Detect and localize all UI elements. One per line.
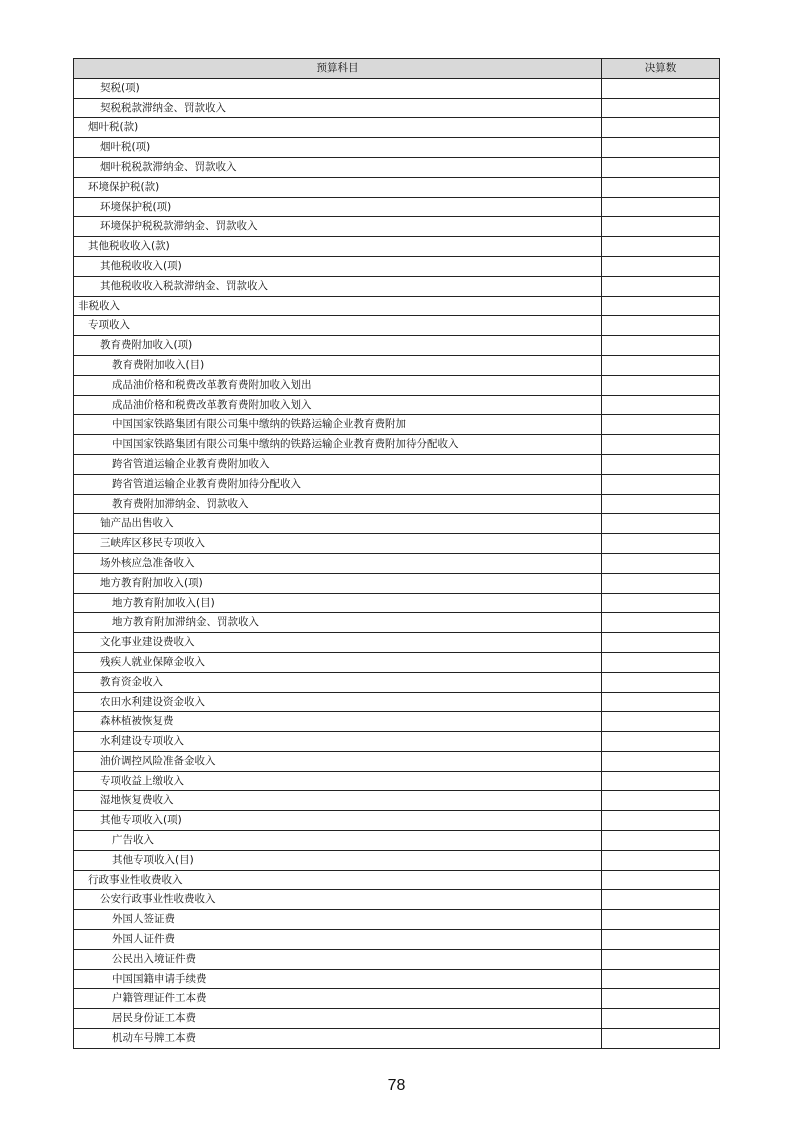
final-amount-cell (602, 514, 720, 534)
table-row (74, 494, 720, 514)
table-row (74, 237, 720, 257)
budget-item-cell: 地方教育附加收入(项) (74, 573, 602, 593)
budget-sheet (73, 58, 719, 1049)
final-amount-cell (602, 138, 720, 158)
final-amount-cell (602, 78, 720, 98)
budget-item-cell: 中国国籍申请手续费 (74, 969, 602, 989)
table-row (74, 732, 720, 752)
budget-item-cell: 其他专项收入(目) (74, 850, 602, 870)
final-amount-cell (602, 217, 720, 237)
budget-item-cell: 外国人签证费 (74, 910, 602, 930)
table-row (74, 118, 720, 138)
table-row (74, 98, 720, 118)
table-row (74, 157, 720, 177)
final-amount-cell (602, 296, 720, 316)
budget-item-cell: 专项收入 (74, 316, 602, 336)
table-row (74, 811, 720, 831)
budget-item-cell: 文化事业建设费收入 (74, 633, 602, 653)
table-row (74, 553, 720, 573)
table-row (74, 336, 720, 356)
table-row (74, 613, 720, 633)
budget-item-cell: 机动车号牌工本费 (74, 1029, 602, 1049)
budget-item-cell: 成品油价格和税费改革教育费附加收入划出 (74, 375, 602, 395)
budget-item-cell: 教育费附加滞纳金、罚款收入 (74, 494, 602, 514)
budget-item-cell: 专项收益上缴收入 (74, 771, 602, 791)
final-amount-cell (602, 732, 720, 752)
table-row (74, 355, 720, 375)
table-row (74, 692, 720, 712)
final-amount-cell (602, 989, 720, 1009)
final-amount-cell (602, 613, 720, 633)
budget-item-cell: 广告收入 (74, 831, 602, 851)
budget-item-cell: 教育费附加收入(项) (74, 336, 602, 356)
budget-item-cell: 公安行政事业性收费收入 (74, 890, 602, 910)
budget-item-cell: 成品油价格和税费改革教育费附加收入划入 (74, 395, 602, 415)
final-amount-cell (602, 593, 720, 613)
budget-item-cell: 地方教育附加滞纳金、罚款收入 (74, 613, 602, 633)
budget-item-cell: 残疾人就业保障金收入 (74, 652, 602, 672)
table-row (74, 1009, 720, 1029)
final-amount-cell (602, 435, 720, 455)
table-row (74, 534, 720, 554)
table-row (74, 969, 720, 989)
table-row (74, 870, 720, 890)
table-row (74, 256, 720, 276)
table-row (74, 672, 720, 692)
final-amount-cell (602, 395, 720, 415)
budget-item-cell: 契税(项) (74, 78, 602, 98)
budget-item-cell: 外国人证件费 (74, 930, 602, 950)
budget-item-cell: 中国国家铁路集团有限公司集中缴纳的铁路运输企业教育费附加待分配收入 (74, 435, 602, 455)
budget-item-cell: 行政事业性收费收入 (74, 870, 602, 890)
budget-item-cell: 其他税收收入(款) (74, 237, 602, 257)
budget-item-cell: 铀产品出售收入 (74, 514, 602, 534)
budget-item-cell: 户籍管理证件工本费 (74, 989, 602, 1009)
budget-item-cell: 烟叶税税款滞纳金、罚款收入 (74, 157, 602, 177)
table-row (74, 197, 720, 217)
final-amount-cell (602, 910, 720, 930)
table-row (74, 751, 720, 771)
table-row (74, 276, 720, 296)
final-amount-cell (602, 771, 720, 791)
final-amount-cell (602, 474, 720, 494)
final-amount-cell (602, 157, 720, 177)
final-amount-cell (602, 415, 720, 435)
budget-table (73, 58, 720, 1049)
final-amount-cell (602, 692, 720, 712)
table-row (74, 712, 720, 732)
final-amount-cell (602, 930, 720, 950)
table-row (74, 910, 720, 930)
budget-item-cell: 中国国家铁路集团有限公司集中缴纳的铁路运输企业教育费附加 (74, 415, 602, 435)
final-amount-cell (602, 375, 720, 395)
table-row (74, 177, 720, 197)
final-amount-cell (602, 336, 720, 356)
header-final-amount: 决算数 (602, 59, 720, 79)
budget-item-cell: 跨省管道运输企业教育费附加收入 (74, 454, 602, 474)
final-amount-cell (602, 454, 720, 474)
final-amount-cell (602, 276, 720, 296)
final-amount-cell (602, 791, 720, 811)
final-amount-cell (602, 850, 720, 870)
table-row (74, 573, 720, 593)
final-amount-cell (602, 890, 720, 910)
budget-item-cell: 农田水利建设资金收入 (74, 692, 602, 712)
table-row (74, 633, 720, 653)
table-row (74, 771, 720, 791)
header-budget-item: 预算科目 (74, 59, 602, 79)
budget-item-cell: 地方教育附加收入(目) (74, 593, 602, 613)
final-amount-cell (602, 534, 720, 554)
budget-item-cell: 烟叶税(项) (74, 138, 602, 158)
table-row (74, 316, 720, 336)
budget-item-cell: 水利建设专项收入 (74, 732, 602, 752)
budget-item-cell: 教育费附加收入(目) (74, 355, 602, 375)
table-body (74, 78, 720, 1048)
table-row (74, 850, 720, 870)
final-amount-cell (602, 870, 720, 890)
table-row (74, 435, 720, 455)
table-row (74, 1029, 720, 1049)
budget-item-cell: 湿地恢复费收入 (74, 791, 602, 811)
budget-item-cell: 其他税收收入税款滞纳金、罚款收入 (74, 276, 602, 296)
budget-item-cell: 其他专项收入(项) (74, 811, 602, 831)
budget-item-cell: 环境保护税(款) (74, 177, 602, 197)
final-amount-cell (602, 197, 720, 217)
table-row (74, 375, 720, 395)
table-row (74, 395, 720, 415)
final-amount-cell (602, 98, 720, 118)
final-amount-cell (602, 672, 720, 692)
budget-item-cell: 其他税收收入(项) (74, 256, 602, 276)
budget-item-cell: 环境保护税(项) (74, 197, 602, 217)
budget-item-cell: 三峡库区移民专项收入 (74, 534, 602, 554)
table-row (74, 415, 720, 435)
table-row (74, 296, 720, 316)
budget-item-cell: 公民出入境证件费 (74, 949, 602, 969)
final-amount-cell (602, 969, 720, 989)
final-amount-cell (602, 494, 720, 514)
table-row (74, 652, 720, 672)
budget-item-cell: 环境保护税税款滞纳金、罚款收入 (74, 217, 602, 237)
table-row (74, 138, 720, 158)
final-amount-cell (602, 751, 720, 771)
final-amount-cell (602, 355, 720, 375)
table-row (74, 831, 720, 851)
budget-item-cell: 教育资金收入 (74, 672, 602, 692)
page-number: 78 (387, 1077, 406, 1094)
budget-item-cell: 跨省管道运输企业教育费附加待分配收入 (74, 474, 602, 494)
final-amount-cell (602, 831, 720, 851)
table-header-row (74, 59, 720, 79)
final-amount-cell (602, 811, 720, 831)
final-amount-cell (602, 553, 720, 573)
table-row (74, 78, 720, 98)
budget-item-cell: 场外核应急准备收入 (74, 553, 602, 573)
budget-item-cell: 油价调控风险准备金收入 (74, 751, 602, 771)
final-amount-cell (602, 949, 720, 969)
final-amount-cell (602, 118, 720, 138)
table-row (74, 949, 720, 969)
final-amount-cell (602, 177, 720, 197)
table-row (74, 791, 720, 811)
budget-item-cell: 非税收入 (74, 296, 602, 316)
final-amount-cell (602, 237, 720, 257)
final-amount-cell (602, 573, 720, 593)
table-row (74, 474, 720, 494)
final-amount-cell (602, 1009, 720, 1029)
final-amount-cell (602, 256, 720, 276)
budget-item-cell: 烟叶税(款) (74, 118, 602, 138)
table-row (74, 930, 720, 950)
table-row (74, 454, 720, 474)
final-amount-cell (602, 652, 720, 672)
table-row (74, 890, 720, 910)
final-amount-cell (602, 1029, 720, 1049)
table-row (74, 217, 720, 237)
final-amount-cell (602, 633, 720, 653)
budget-item-cell: 森林植被恢复费 (74, 712, 602, 732)
budget-item-cell: 契税税款滞纳金、罚款收入 (74, 98, 602, 118)
final-amount-cell (602, 712, 720, 732)
table-row (74, 989, 720, 1009)
table-row (74, 593, 720, 613)
final-amount-cell (602, 316, 720, 336)
budget-item-cell: 居民身份证工本费 (74, 1009, 602, 1029)
table-row (74, 514, 720, 534)
